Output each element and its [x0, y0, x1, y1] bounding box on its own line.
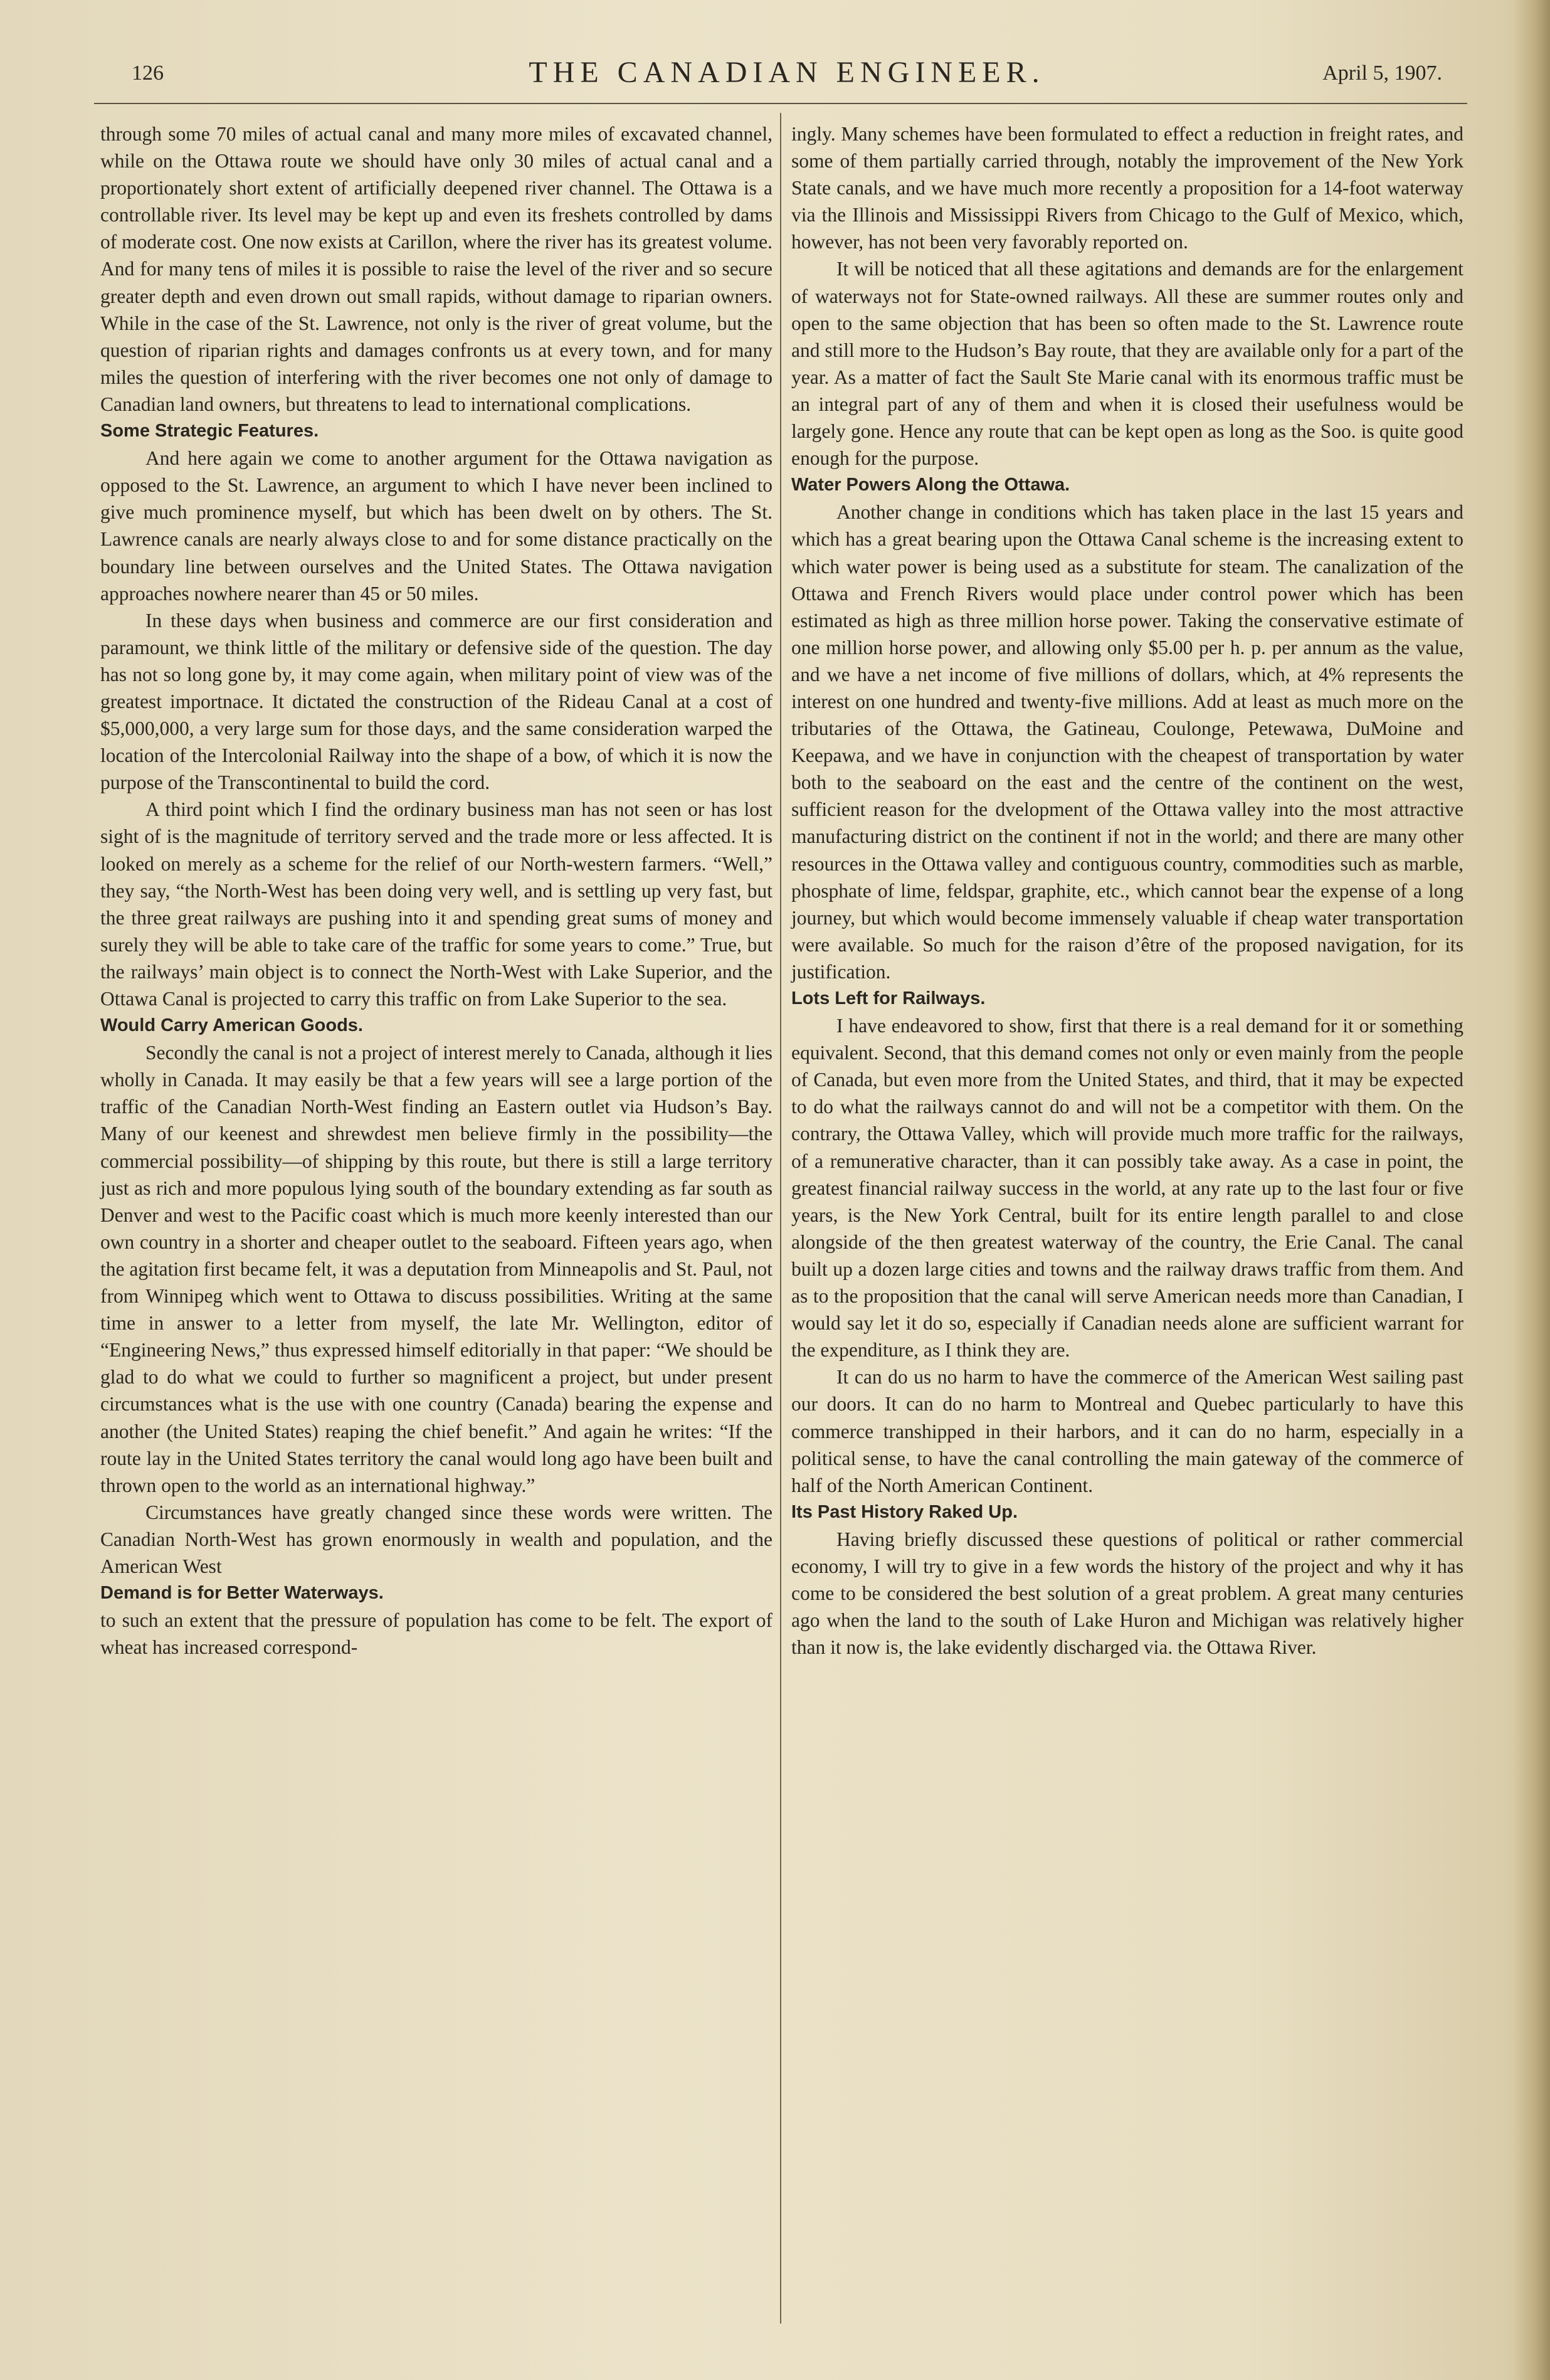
page-number: 126 [132, 61, 164, 85]
section-heading: Would Carry American Goods. [100, 1015, 363, 1036]
paragraph: A third point which I find the ordinary business man has not seen or has lost sight of is the magnitude of territory served and the trade more or less affected. It is looked on merely as a scheme for the relief of our North-western farmers. “Well,” they say, “the North-West has been doing very well, and is settling up very fast, but the three great railways are pushing into it and spending great sums of money and surely they will be able to take care of the traffic for some years to come.” True, but the railways’ main object is to connect the North-West with Lake Superior, and the Ottawa Canal is projected to carry this traffic on from Lake Superior to the sea. [100, 798, 772, 1010]
section-heading: Lots Left for Railways. [791, 988, 986, 1008]
section-heading: Water Powers Along the Ottawa. [791, 475, 1070, 495]
issue-date: April 5, 1907. [1322, 61, 1442, 85]
binding-edge [1512, 0, 1550, 2380]
page-header [125, 55, 1448, 99]
paragraph: to such an extent that the pressure of population has come to be felt. The export of wheat has increased correspond- [100, 1609, 772, 1659]
paragraph: Having briefly discussed these questions of political or rather commercial economy, I will try to give in a few words the history of the project and why it has come to be considered the best solution of a great problem. A great many centuries ago when the land to the south of Lake Huron and Michigan was relatively higher than it now is, the lake evidently discharged via. the Ottawa River. [791, 1528, 1463, 1659]
paragraph: ingly. Many schemes have been formulated to effect a reduction in freight rates, and some of them partially carried through, notably the improvement of the New York State canals, and we have much more recently a proposition for a 14-foot waterway via the Illinois and Mississippi Rivers from Chicago to the Gulf of Mexico, which, however, has not been very favorably reported on. [791, 123, 1463, 253]
section-heading: Demand is for Better Waterways. [100, 1583, 384, 1604]
paragraph: through some 70 miles of actual canal and many more miles of excavated channel, while on the Ottawa route we should have only 30 miles of actual canal and a proportionately short extent of artificially deepened river channel. The Ottawa is a controllable river. Its level may be kept up and even its freshets controlled by dams of moderate cost. One now exists at Carillon, where the river has its greatest volume. And for many tens of miles it is possible to raise the level of the river and so secure greater depth and even drown out small rapids, without damage to riparian owners. While in the case of the St. Lawrence, not only is the river of great volume, but the question of riparian rights and damages confronts us at every town, and for many miles the question of interfering with the river becomes one not only of damage to Canadian land owners, but threatens to lead to international complications. [100, 123, 772, 415]
column-divider [780, 113, 781, 2324]
paragraph: I have endeavored to show, first that there is a real demand for it or something equivalent. Second, that this demand comes not only or even mainly from the people of Canada, but even more from the United States, and third, that it may be expected to do what the railways cannot do and will not be a competitor with them. On the contrary, the Ottawa Valley, which will provide much more traffic for the railways, of a remunerative character, than it can possibly take away. As a case in point, the greatest financial railway success in the world, at any rate up to the last four or five years, is the New York Central, built for its entire length parallel to and close alongside of the then greatest waterway of the country, the Erie Canal. The canal built up a dozen large cities and towns and the railway draws traffic from them. And as to the proposition that the canal will serve American needs more than Canadian, I would say let it do so, especially if Canadian needs alone are sufficient warrant for the expenditure, as I think they are. [791, 1015, 1463, 1362]
section-heading: Some Strategic Features. [100, 421, 319, 442]
paragraph: Secondly the canal is not a project of interest merely to Canada, although it lies wholly in Canada. It may easily be that a few years will see a large portion of the traffic of the Canadian North-West finding an Eastern outlet via Hudson’s Bay. Many of our keenest and shrewdest men believe firmly in the possibility—the commercial possibility—of shipping by this route, but there is still a large territory just as rich and more populous lying south of the boundary extending as far south as Denver and west to the Pacific coast which is much more keenly interested than our own country in a shorter and cheaper outlet to the seaboard. Fifteen years ago, when the agitation first became felt, it was a deputation from Minneapolis and St. Paul, not from Winnipeg which went to Ottawa to discuss possibilities. Writing at the same time in answer to a letter from myself, the late Mr. Wellington, editor of “Engineering News,” thus expressed himself editorially in that paper: “We should be glad to do what we could to further so magnificent a project, but under present circumstances what is the use with one country (Canada) bearing the expense and another (the United States) reaping the chief benefit.” And again he writes: “If the route lay in the United States territory the canal would long ago have been built and thrown open to the world as an international highway.” [100, 1042, 772, 1496]
paragraph: Another change in conditions which has taken place in the last 15 years and which has a great bearing upon the Ottawa Canal scheme is the increasing extent to which water power is being used as a substitute for steam. The canalization of the Ottawa and French Rivers would place under control power which has been estimated as high as three million horse power. Taking the conservative estimate of one million horse power, and allowing only $5.00 per h. p. per annum as the value, and we have a net income of five millions of dollars, which, at 4% represents the interest on one hundred and twenty-five millions. Add at least as much more on the tributaries of the Ottawa, the Gatineau, Coulonge, Petewawa, DuMoine and Keepawa, and we have in conjunction with the cheapest of transportation by water both to the seaboard on the east and the centre of the continent on the west, sufficient reason for the dvelopment of the Ottawa valley into the most attractive manufacturing district on the continent if not in the world; and there are many other resources in the Ottawa valley and contiguous country, commodities such as marble, phosphate of lime, feldspar, graphite, etc., which cannot bear the expense of a long journey, but which would become immensely valuable if cheap water transportation were available. So much for the raison d’être of the proposed navigation, for its justification. [791, 501, 1463, 983]
header-rule [94, 103, 1467, 104]
paragraph: It will be noticed that all these agitations and demands are for the enlargement of waterways not for State-owned railways. All these are summer routes only and open to the same objection that has been so often made to the St. Lawrence route and still more to the Hudson’s Bay route, that they are available only for a part of the year. As a matter of fact the Sault Ste Marie canal with its enormous traffic must be an integral part of any of them and when it is closed their usefulness would be largely gone. Hence any route that can be kept open as long as the Soo. is quite good enough for the purpose. [791, 258, 1463, 470]
section-heading: Its Past History Raked Up. [791, 1501, 1018, 1522]
journal-title: THE CANADIAN ENGINEER. [529, 56, 1045, 89]
paragraph: Circumstances have greatly changed since these words were written. The Canadian North-West has grown enormously in wealth and population, and the American West [100, 1501, 772, 1577]
right-column [791, 120, 1463, 1661]
paragraph: And here again we come to another argument for the Ottawa navigation as opposed to the St. Lawrence, an argument to which I have never been inclined to give much prominence myself, but which has been dwelt on by others. The St. Lawrence canals are nearly always close to and for some distance practically on the boundary line between ourselves and the United States. The Ottawa navigation approaches nowhere nearer than 45 or 50 miles. [100, 447, 772, 605]
paragraph: It can do us no harm to have the commerce of the American West sailing past our doors. It can do no harm to Montreal and Quebec particularly to have this commerce transhipped in their harbors, and it can do no harm, especially in a political sense, to have the canal controlling the main gateway of the commerce of half of the North American Continent. [791, 1366, 1463, 1496]
paragraph: In these days when business and commerce are our first consideration and paramount, we think little of the military or defensive side of the question. The day has not so long gone by, it may come again, when military point of view was of the greatest importnace. It dictated the construction of the Rideau Canal at a cost of $5,000,000, a very large sum for those days, and the same consideration warped the location of the Intercolonial Railway into the shape of a bow, of which it is now the purpose of the Transcontinental to build the cord. [100, 609, 772, 794]
left-column [100, 120, 772, 1661]
